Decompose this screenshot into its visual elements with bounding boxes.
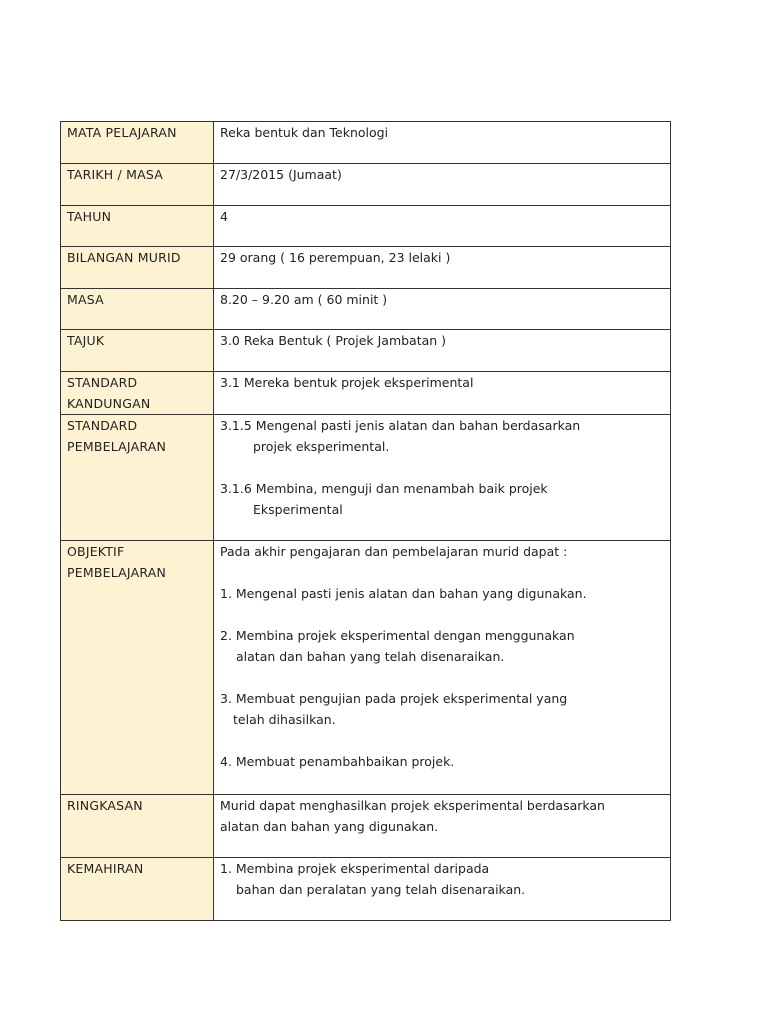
spacer [220, 457, 664, 478]
list-item: 3.1.6 Membina, menguji dan menambah baik projek [220, 481, 548, 496]
value-standard-pembelajaran [214, 415, 671, 541]
lesson-plan-table [60, 121, 671, 921]
value-tajuk: 3.0 Reka Bentuk ( Projek Jambatan ) [214, 330, 671, 372]
list-item: 2. Membina projek eksperimental dengan menggunakan [220, 628, 575, 643]
label-kemahiran: KEMAHIRAN [61, 858, 214, 921]
objektif-intro: Pada akhir pengajaran dan pembelajaran murid dapat : [220, 544, 568, 559]
list-item: 1. Membina projek eksperimental daripada [220, 861, 490, 876]
label-masa: MASA [61, 289, 214, 330]
label-line: OBJEKTIF [67, 544, 125, 559]
value-standard-kandungan: 3.1 Mereka bentuk projek eksperimental [214, 372, 671, 415]
spacer [220, 604, 664, 625]
spacer [220, 730, 664, 751]
list-item: 4. Membuat penambahbaikan projek. [220, 754, 455, 769]
label-line: STANDARD [67, 418, 138, 433]
list-item: 3. Membuat pengujian pada projek eksperimental yang [220, 691, 568, 706]
value-kemahiran [214, 858, 671, 921]
value-masa: 8.20 – 9.20 am ( 60 minit ) [214, 289, 671, 330]
row-tarikh [61, 164, 671, 206]
label-tarikh: TARIKH / MASA [61, 164, 214, 206]
label-objektif [61, 541, 214, 795]
label-tajuk: TAJUK [61, 330, 214, 372]
text-line: alatan dan bahan yang digunakan. [220, 819, 439, 834]
value-tahun: 4 [214, 206, 671, 247]
row-ringkasan [61, 795, 671, 858]
label-line: KANDUNGAN [67, 396, 151, 411]
list-item-continuation: Eksperimental [253, 502, 343, 517]
value-bilangan-murid: 29 orang ( 16 perempuan, 23 lelaki ) [214, 247, 671, 289]
label-standard-pembelajaran [61, 415, 214, 541]
label-line: PEMBELAJARAN [67, 565, 166, 580]
list-item-continuation: alatan dan bahan yang telah disenaraikan. [236, 649, 505, 664]
spacer [220, 562, 664, 583]
label-standard-kandungan [61, 372, 214, 415]
row-standard-pembelajaran [61, 415, 671, 541]
label-ringkasan: RINGKASAN [61, 795, 214, 858]
label-line: PEMBELAJARAN [67, 439, 166, 454]
list-item: 3.1.5 Mengenal pasti jenis alatan dan bahan berdasarkan [220, 418, 581, 433]
list-item-continuation: projek eksperimental. [253, 439, 390, 454]
row-tahun [61, 206, 671, 247]
value-ringkasan [214, 795, 671, 858]
row-bilangan-murid [61, 247, 671, 289]
row-masa [61, 289, 671, 330]
value-objektif [214, 541, 671, 795]
row-mata-pelajaran [61, 122, 671, 164]
list-item-continuation: telah dihasilkan. [233, 712, 336, 727]
list-item-continuation: bahan dan peralatan yang telah disenaraikan. [236, 882, 526, 897]
row-kemahiran [61, 858, 671, 921]
label-bilangan-murid: BILANGAN MURID [61, 247, 214, 289]
value-mata-pelajaran: Reka bentuk dan Teknologi [214, 122, 671, 164]
label-tahun: TAHUN [61, 206, 214, 247]
label-mata-pelajaran: MATA PELAJARAN [61, 122, 214, 164]
row-tajuk [61, 330, 671, 372]
label-line: STANDARD [67, 375, 138, 390]
row-objektif [61, 541, 671, 795]
list-item: 1. Mengenal pasti jenis alatan dan bahan yang digunakan. [220, 586, 587, 601]
spacer [220, 667, 664, 688]
value-tarikh: 27/3/2015 (Jumaat) [214, 164, 671, 206]
text-line: Murid dapat menghasilkan projek eksperimental berdasarkan [220, 798, 605, 813]
row-standard-kandungan [61, 372, 671, 415]
